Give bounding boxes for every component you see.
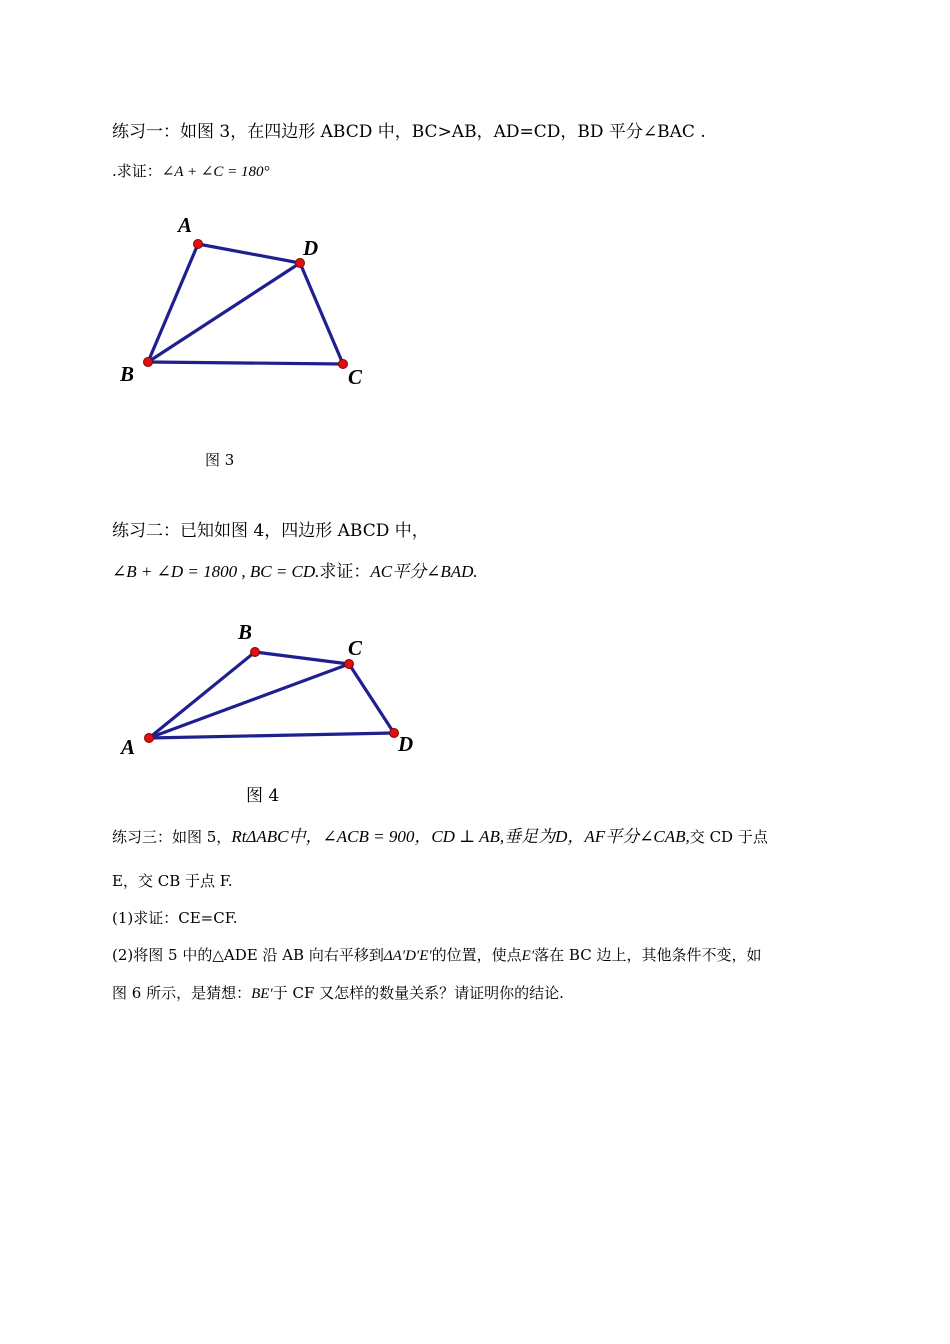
ex3-point-e: E′ — [521, 948, 535, 964]
segment-ad — [198, 244, 300, 263]
segment-bd — [148, 263, 300, 362]
label-c: C — [348, 636, 363, 660]
point-c — [339, 360, 348, 369]
figure-4 — [110, 615, 430, 765]
ex3-line1 — [112, 825, 768, 849]
segment-bc — [148, 362, 343, 364]
ex3-part2-line1 — [112, 943, 761, 968]
segment-dc — [300, 263, 343, 364]
point-a — [194, 240, 203, 249]
figure-4-caption: 图 4 — [246, 786, 280, 806]
figure-3 — [110, 205, 400, 405]
segment-ac — [149, 664, 349, 738]
label-c: C — [348, 365, 363, 389]
ex3-given: RtΔABC中，∠ACB = 900，CD ⊥ AB,垂足为D，AF平分∠CAB, — [231, 827, 690, 846]
ex3-part2-d: 图 6 所示，是猜想： — [112, 984, 252, 1002]
point-b — [144, 358, 153, 367]
ex3-segment-be: BE′ — [251, 986, 273, 1002]
ex1-prove-label: .求证： — [112, 162, 162, 180]
segment-cd — [349, 664, 394, 733]
figure-3-caption: 图 3 — [205, 451, 235, 469]
point-a — [145, 734, 154, 743]
ex3-part2-line2 — [112, 981, 564, 1006]
segment-bc — [255, 652, 349, 664]
ex3-triangle: ΔA′D′E′ — [383, 948, 432, 964]
label-a: A — [121, 735, 136, 759]
ex1-equation: ∠A + ∠C = 180° — [161, 164, 270, 180]
ex3-intro: 练习三：如图 5， — [112, 828, 232, 846]
ex3-part2-b: 的位置，使点 — [431, 946, 522, 964]
label-d: D — [398, 732, 414, 756]
label-a: A — [178, 213, 193, 237]
label-b: B — [238, 620, 253, 644]
ex3-intro-end: 交 CD 于点 — [689, 828, 768, 846]
label-d: D — [303, 236, 319, 260]
ex2-condition: ∠B + ∠D = 1800 , BC = CD. — [112, 562, 320, 581]
ex2-prove-label: 求证： — [319, 562, 371, 582]
point-c — [345, 660, 354, 669]
ex3-line2: E，交 CB 于点 F. — [112, 872, 233, 890]
ex2-claim: AC平分∠BAD. — [370, 562, 478, 581]
ex3-part1: (1)求证：CE=CF. — [112, 909, 238, 927]
ex3-part2-c: 落在 BC 边上，其他条件不变，如 — [534, 946, 762, 964]
ex2-line1: 练习二：已知如图 4，四边形 ABCD 中， — [112, 521, 429, 541]
ex2-line2 — [112, 560, 478, 584]
point-b — [251, 648, 260, 657]
ex1-line2 — [112, 159, 270, 184]
segment-ad — [149, 733, 394, 738]
ex3-part2-e: 于 CF 又怎样的数量关系？请证明你的结论. — [272, 984, 564, 1002]
segment-ab — [149, 652, 255, 738]
ex3-part2-a: (2)将图 5 中的△ADE 沿 AB 向右平移到 — [112, 946, 384, 964]
label-b: B — [120, 362, 135, 386]
ex1-line1: 练习一：如图 3，在四边形 ABCD 中，BC>AB，AD=CD，BD 平分∠BAC . — [112, 122, 706, 142]
